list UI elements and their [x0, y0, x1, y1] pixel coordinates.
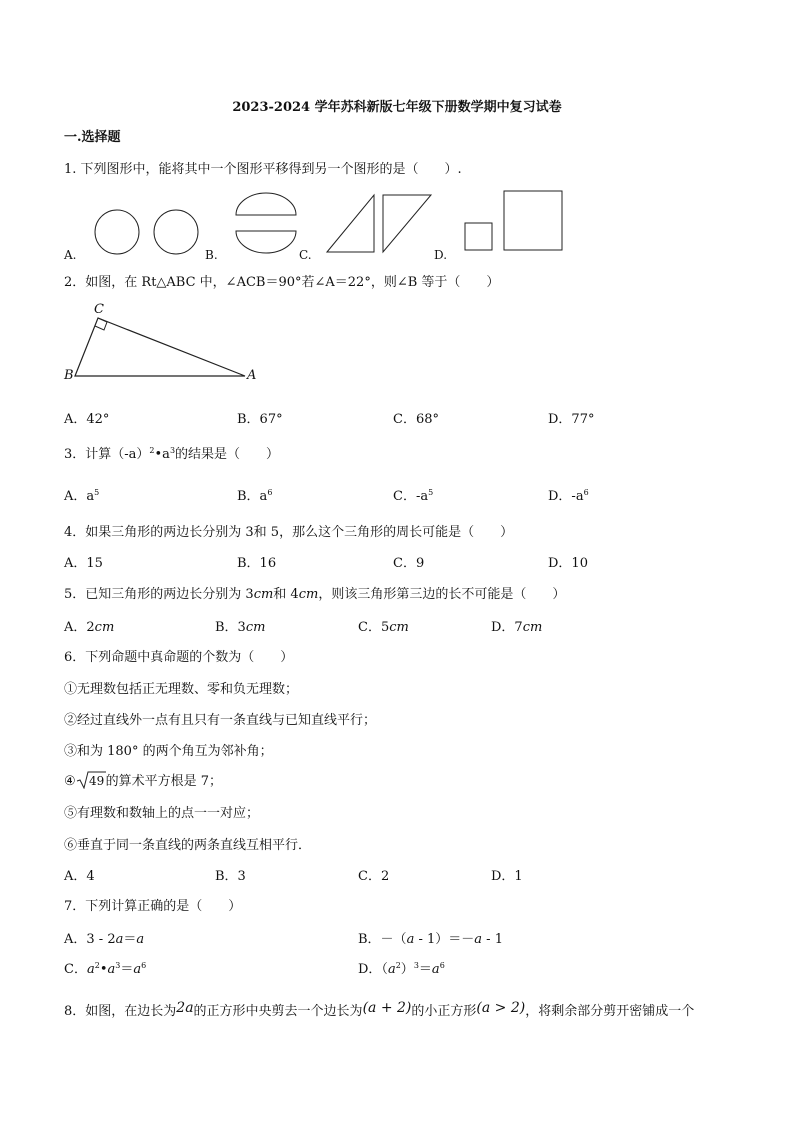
- q2-label-b: B: [64, 368, 74, 383]
- q1-figure-c-triangles: [323, 190, 435, 256]
- q1-label-c: C.: [299, 248, 312, 262]
- q2-label-a: A: [247, 368, 257, 383]
- q4-option-c: C．9: [393, 556, 425, 571]
- svg-text:49: 49: [88, 774, 104, 788]
- q6-option-b: B．3: [215, 869, 246, 884]
- q5-option-b: B．3cm: [215, 620, 266, 635]
- page-title: 2023-2024 学年苏科新版七年级下册数学期中复习试卷: [232, 100, 562, 115]
- q2-label-c: C: [94, 302, 104, 317]
- q2-option-a: A．42°: [64, 412, 110, 427]
- q3-option-c: C．$-a^5$: [393, 488, 434, 504]
- sqrt-symbol: [76, 771, 106, 789]
- question-3-stem: 3．计算$(-a)^2•a^3$的结果是（ ）: [64, 446, 280, 462]
- q5-option-a: A．2cm: [64, 620, 115, 635]
- q4-option-b: B．16: [237, 556, 277, 571]
- q6-statement-6: ⑥垂直于同一条直线的两条直线互相平行．: [64, 838, 312, 853]
- q5-option-d: D．7cm: [491, 620, 543, 635]
- q1-label-d: D.: [434, 248, 448, 262]
- q7-option-a: A．3 - 2a＝a: [64, 932, 145, 947]
- question-6-stem: 6．下列命题中真命题的个数为（ ）: [64, 650, 294, 665]
- q6-statement-5: ⑤有理数和数轴上的点一一对应；: [64, 806, 260, 821]
- question-2-stem: 2．如图，在 Rt△ABC 中，∠ACB＝90°若∠A＝22°，则∠B 等于（ ）: [64, 275, 500, 290]
- q5-option-c: C．5cm: [358, 620, 409, 635]
- q6-statement-2: ②经过直线外一点有且只有一条直线与已知直线平行；: [64, 713, 377, 728]
- q6-option-c: C．2: [358, 869, 390, 884]
- q6-statement-4: ④ 49 的算术平方根是 7；: [64, 770, 222, 789]
- q6-option-d: D．1: [491, 869, 523, 884]
- section-heading: 一.选择题: [64, 130, 121, 145]
- q3-option-b: B．$a^6$: [237, 488, 273, 504]
- q2-option-c: C．68°: [393, 412, 439, 427]
- q7-option-b: B．－（a - 1）＝－a - 1: [358, 932, 503, 947]
- question-7-stem: 7．下列计算正确的是（ ）: [64, 899, 242, 914]
- q1-figure-d-squares: [460, 188, 568, 254]
- question-1-stem: 1. 下列图形中，能将其中一个图形平移得到另一个图形的是（ ）.: [64, 162, 462, 177]
- q2-triangle-figure: [60, 300, 260, 386]
- q3-option-a: A．$a^5$: [64, 488, 100, 504]
- question-8-stem: 8．如图，在边长为2a的正方形中央剪去一个边长为(a + 2)的小正方形(a > 2)，将剩余部分剪开密铺成一个: [64, 1000, 695, 1019]
- q2-option-b: B．67°: [237, 412, 283, 427]
- q6-statement-3: ③和为 180° 的两个角互为邻补角；: [64, 744, 273, 759]
- q6-option-a: A．4: [64, 869, 95, 884]
- q7-option-d: D．$(a^2)^3=a^6$: [358, 961, 445, 977]
- q6-statement-1: ①无理数包括正无理数、零和负无理数；: [64, 682, 299, 697]
- q1-figure-a-circles: [88, 186, 202, 262]
- q1-figure-b-semicircles: [230, 188, 302, 262]
- q4-option-d: D．10: [548, 556, 588, 571]
- q4-option-a: A．15: [64, 556, 103, 571]
- question-5-stem: 5．已知三角形的两边长分别为 3cm和 4cm，则该三角形第三边的长不可能是（ ）: [64, 587, 566, 602]
- q1-label-a: A.: [64, 248, 77, 262]
- q7-option-c: C．$a^2•a^3=a^6$: [64, 961, 147, 977]
- q1-label-b: B.: [205, 248, 218, 262]
- question-4-stem: 4．如果三角形的两边长分别为 3和 5，那么这个三角形的周长可能是（ ）: [64, 525, 514, 540]
- q3-option-d: D．$-a^6$: [548, 488, 589, 504]
- q2-option-d: D．77°: [548, 412, 595, 427]
